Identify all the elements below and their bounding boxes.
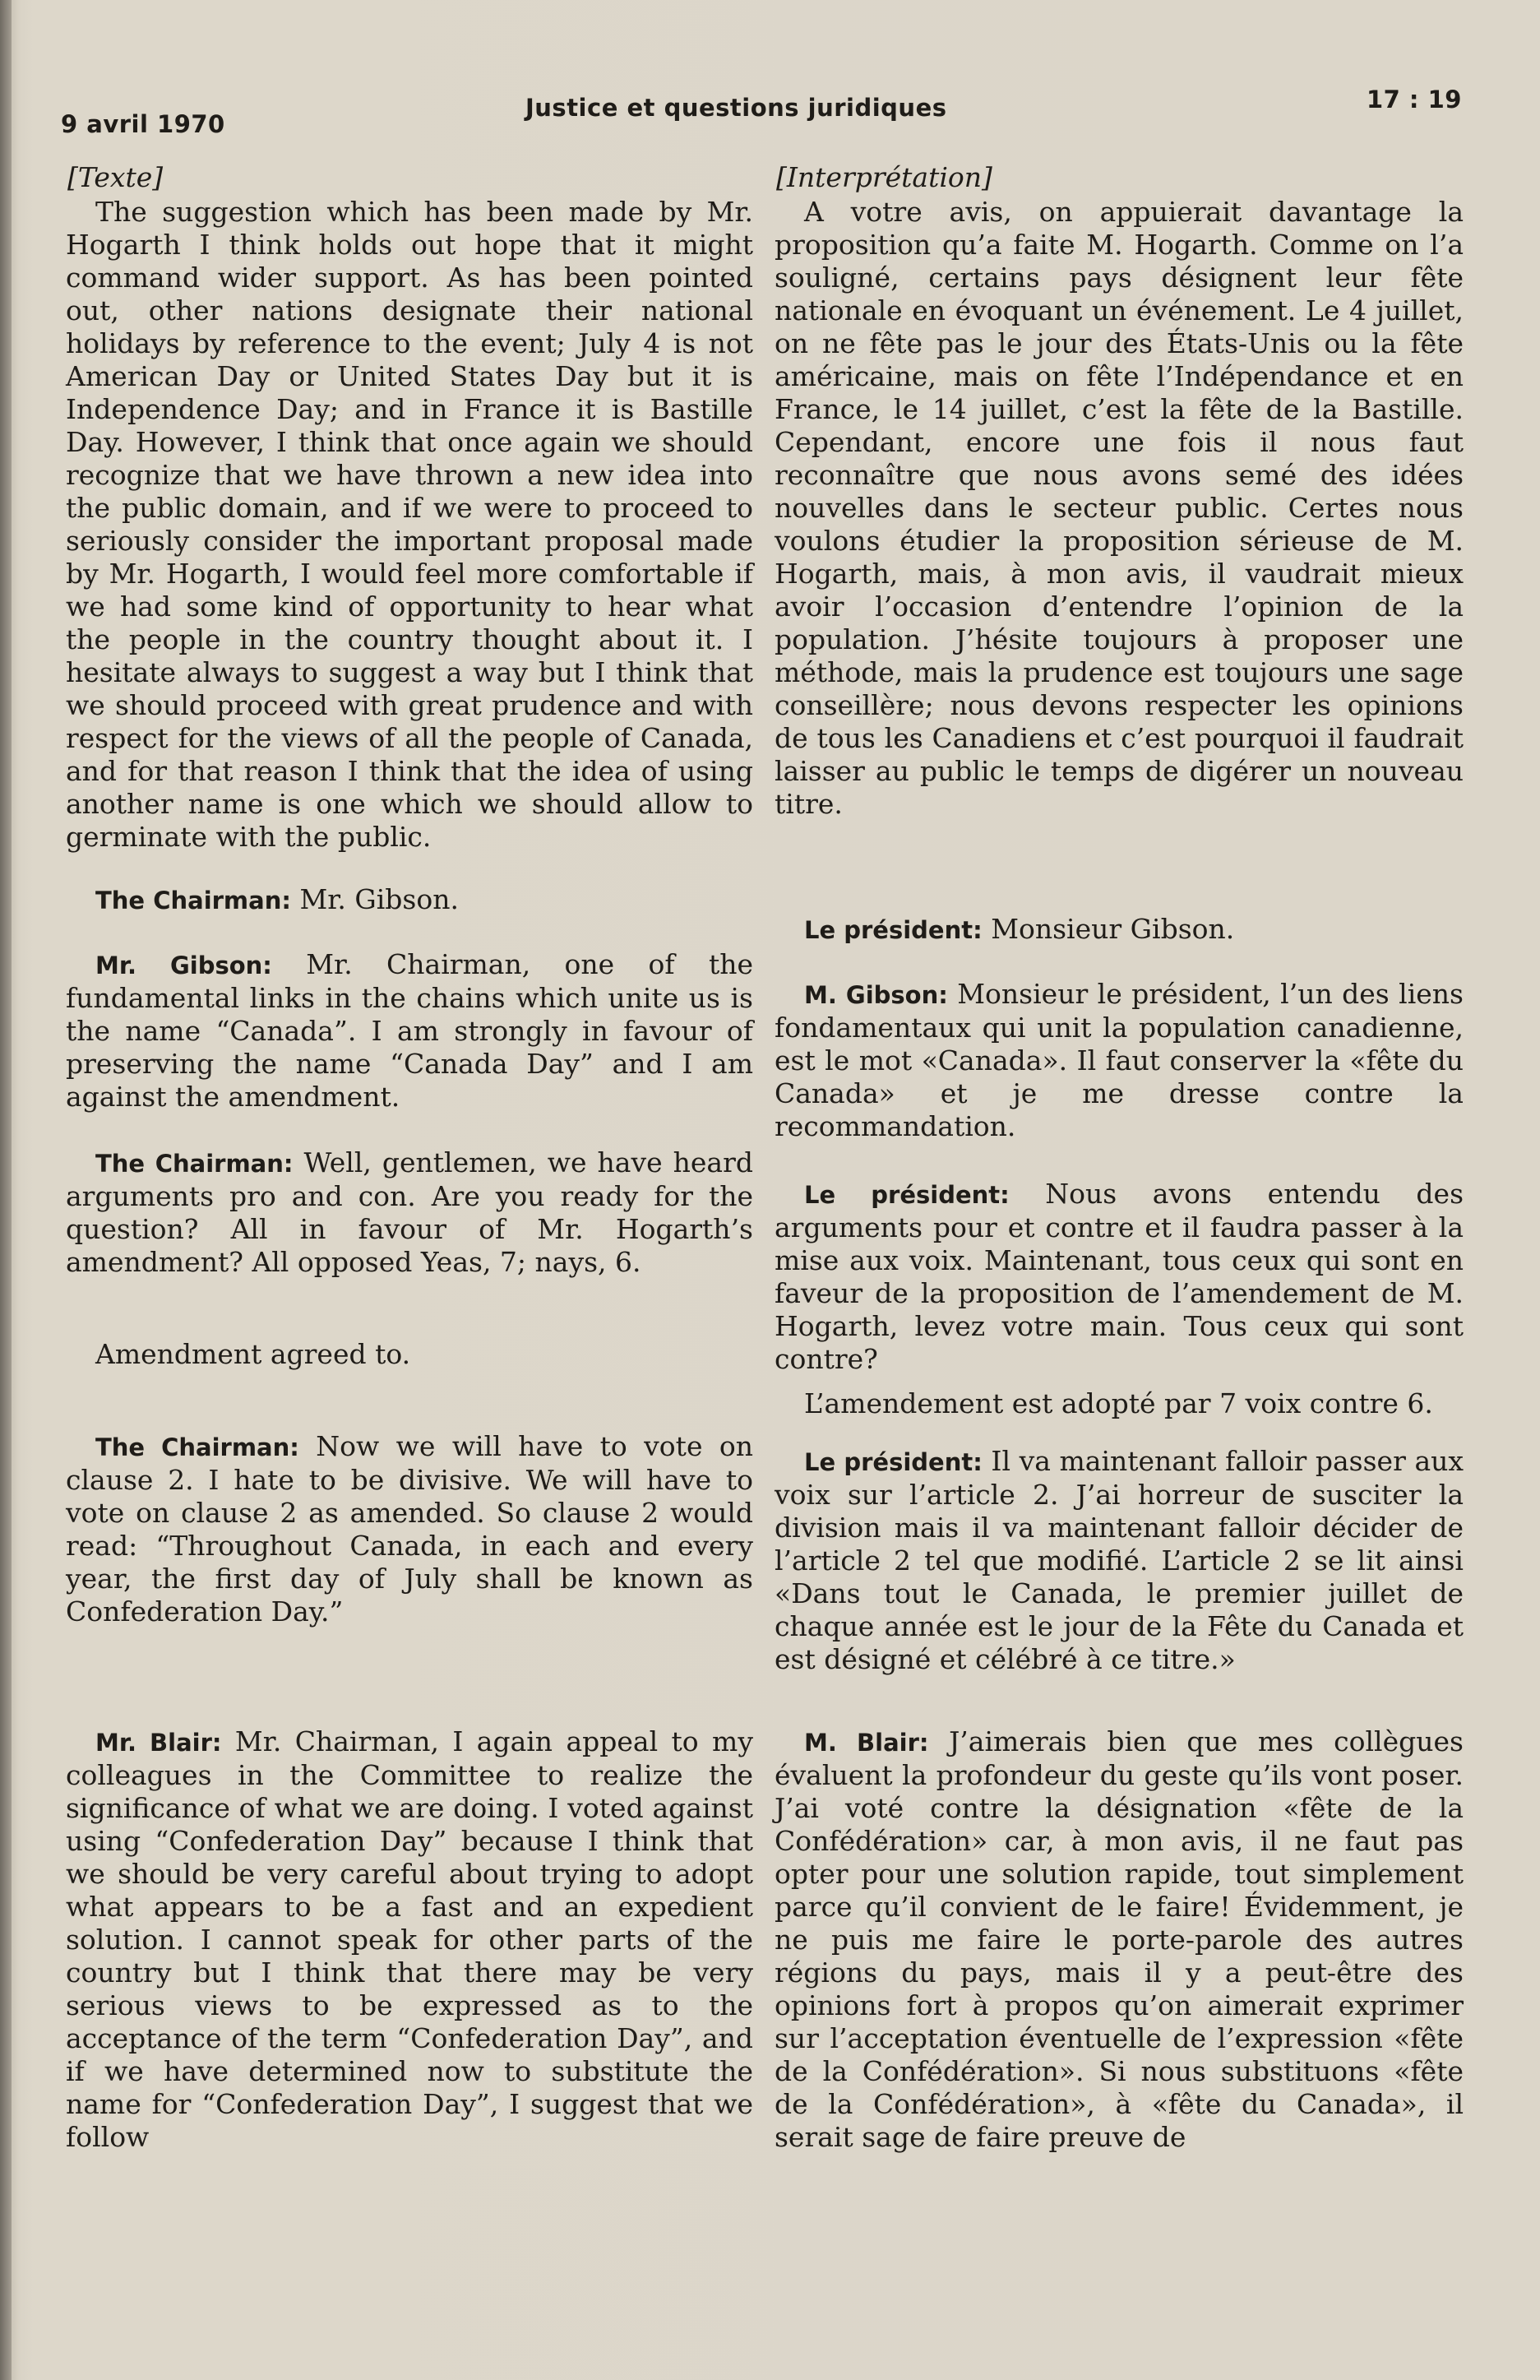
speech-text: Mr. Chairman, I again appeal to my colleagues in the Committee to realize the significance of what we are doing. I voted against using “Confederation Day” because I think that we should be very careful about trying to adopt what appears to be a fast and an expedient solution. I cannot speak for other parts of the country but I think that there may be very serious views to be expressed as to the acceptance of the term “Confederation Day”, and if we have determined now to substitute the name for “Confederation Day”, I suggest that we follow	[66, 1725, 753, 2153]
french-chairman-statement-3	[775, 1445, 1464, 1676]
binding-edge	[0, 0, 12, 2380]
speech-text: Monsieur le président, l’un des liens fondamentaux qui unit la population canadienne, est le mot «Canada». Il faut conserver la «fête du Canada» et je me dresse contre la recommandation.	[775, 978, 1464, 1142]
speech-text: Mr. Chairman, one of the fundamental links in the chains which unite us is the name “Canada”. I am strongly in favour of preserving the name “Canada Day” and I am against the amendment.	[66, 948, 753, 1113]
speech-text: J’aimerais bien que mes collègues évaluent la profondeur du geste qu’ils vont poser. J’ai voté contre la désignation «fête de la Confédération» car, à mon avis, il ne faut pas opter pour une solution rapide, tout simplement parce qu’il convient de le faire! Évidemment, je ne puis me faire le porte-parole des autres régions du pays, mais il y a peut-être des opinions fort à propos qu’on aimerait exprimer sur l’acceptation éventuelle de l’expression «fête de la Confédération». Si nous substituons «fête de la Confédération», à «fête du Canada», il serait sage de faire preuve de	[775, 1725, 1464, 2153]
speaker-name: The Chairman:	[95, 1433, 299, 1461]
french-blair-statement	[775, 1725, 1464, 2154]
running-header	[61, 86, 1462, 138]
french-amendment-result: L’amendement est adopté par 7 voix contre 6.	[804, 1387, 1433, 1419]
english-section-label: [Texte]	[67, 161, 164, 193]
speaker-name: Le président:	[804, 1181, 1010, 1209]
speech-text: Now we will have to vote on clause 2. I hate to be divisive. We will have to vote on clause 2 as amended. So clause 2 would read: “Throughout Canada, in each and every year, the first day of July shall be known as Confederation Day.”	[66, 1430, 753, 1628]
speaker-name: The Chairman:	[95, 1150, 294, 1178]
english-amendment-result: Amendment agreed to.	[95, 1338, 411, 1370]
speech-text: Il va maintenant falloir passer aux voix sur l’article 2. J’ai horreur de susciter la division mais il va maintenant falloir décider de l’article 2 tel que modifié. L’article 2 se lit ainsi «Dans tout le Canada, le premier juillet de chaque année est le jour de la Fête du Canada et est désigné et célébré à ce titre.»	[775, 1445, 1464, 1675]
english-gibson-statement	[66, 948, 753, 1114]
header-page-number: 17 : 19	[1366, 86, 1462, 113]
header-title: Justice et questions juridiques	[525, 94, 947, 122]
speech-text: Mr. Gibson.	[290, 883, 459, 915]
french-chairman-statement-1	[775, 913, 1464, 947]
speech-text: Well, gentlemen, we have heard arguments pro and con. Are you ready for the question? All in favour of Mr. Hogarth’s amendment? All opposed Yeas, 7; nays, 6.	[66, 1146, 753, 1278]
french-chairman-statement-2	[775, 1178, 1464, 1376]
english-chairman-statement-3	[66, 1430, 753, 1628]
speaker-name: M. Gibson:	[804, 981, 948, 1009]
english-chairman-statement-1	[66, 883, 753, 917]
speaker-name: Le président:	[804, 916, 983, 944]
french-section-label: [Interprétation]	[776, 161, 992, 193]
header-date: 9 avril 1970	[61, 110, 225, 138]
english-column	[66, 161, 753, 2154]
speaker-name: The Chairman:	[95, 887, 291, 914]
speaker-name: Le président:	[804, 1448, 983, 1476]
english-intro-paragraph: The suggestion which has been made by Mr. Hogarth I think holds out hope that it might command wider support. As has been pointed out, other nations designate their national holidays by reference to the event; July 4 is not American Day or United States Day but it is Independence Day; and in France it is Bastille Day. However, I think that once again we should recognize that we have thrown a new idea into the public domain, and if we were to proceed to seriously consider the important proposal made by Mr. Hogarth, I would feel more comfortable if we had some kind of opportunity to hear what the people in the country thought about it. I hesitate always to suggest a way but I think that we should proceed with great prudence and with respect for the views of all the people of Canada, and for that reason I think that the idea of using another name is one which we should allow to germinate with the public.	[66, 196, 753, 853]
speaker-name: Mr. Blair:	[95, 1729, 222, 1757]
speech-text: Monsieur Gibson.	[982, 913, 1235, 945]
french-gibson-statement	[775, 978, 1464, 1143]
speaker-name: M. Blair:	[804, 1729, 929, 1757]
english-chairman-statement-2	[66, 1146, 753, 1279]
speech-text: Nous avons entendu des arguments pour et contre et il faudra passer à la mise aux voix. Maintenant, tous ceux qui sont en faveur de la proposition de l’amendement de M. Hogarth, levez votre main. Tous ceux qui sont contre?	[775, 1178, 1464, 1375]
english-blair-statement	[66, 1725, 753, 2154]
french-intro-paragraph: A votre avis, on appuierait davantage la proposition qu’a faite M. Hogarth. Comme on l’a souligné, certains pays désignent leur fête nationale en évoquant un événement. Le 4 juillet, on ne fête pas le jour des États-Unis ou la fête américaine, mais on fête l’Indépendance et en France, le 14 juillet, c’est la fête de la Bastille. Cependant, encore une fois il nous faut reconnaître que nous avons semé des idées nouvelles dans le secteur public. Certes nous voulons étudier la proposition sérieuse de M. Hogarth, mais, à mon avis, il vaudrait mieux avoir l’occasion d’entendre l’opinion de la population. J’hésite toujours à proposer une méthode, mais la prudence est toujours une sage conseillère; nous devons respecter les opinions de tous les Canadiens et c’est pourquoi il faudrait laisser au public le temps de digérer un nouveau titre.	[775, 196, 1464, 820]
speaker-name: Mr. Gibson:	[95, 952, 272, 979]
french-column	[775, 161, 1464, 2154]
